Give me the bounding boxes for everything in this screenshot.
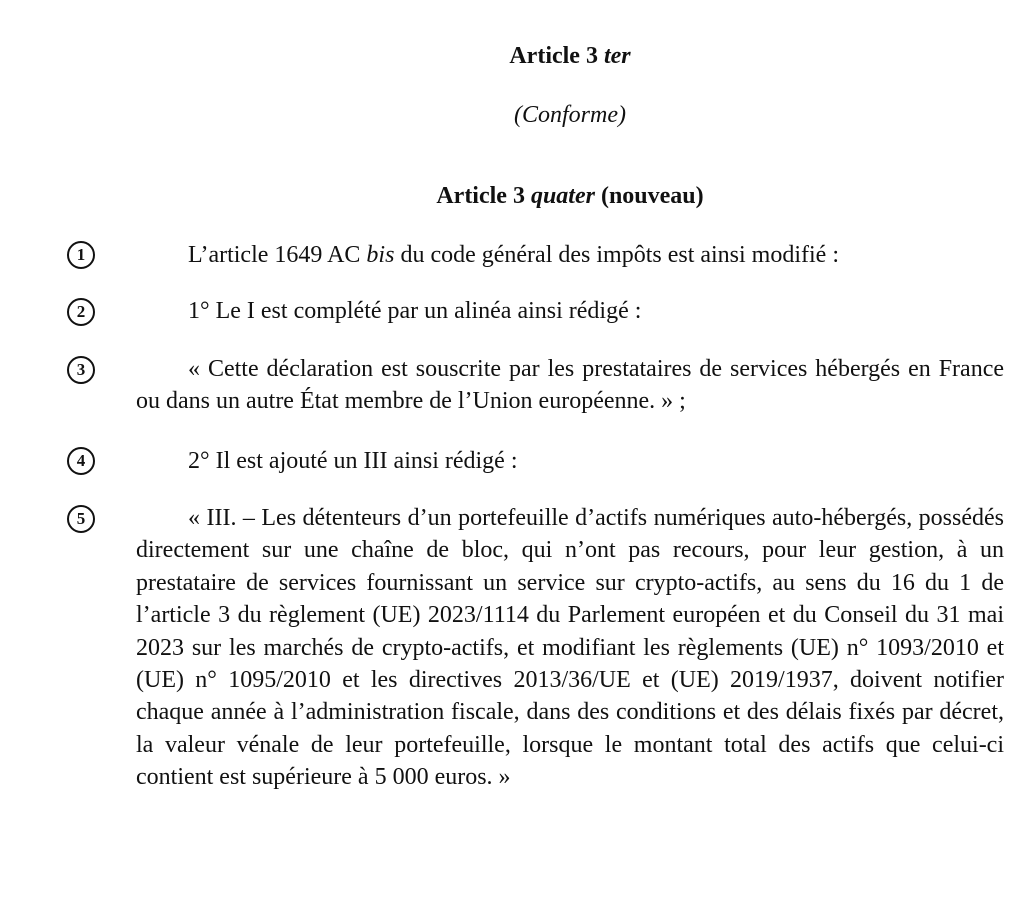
article-3-quater-heading — [136, 181, 1004, 211]
paragraph-text: « III. – Les détenteurs d’un portefeuille d’actifs numériques auto-hébergés, possédés directement sur une chaîne de bloc, qui n’ont pas recours, pour leur gestion, à un prestataire de services fournissant un service sur crypto-actifs, au sens du 16 du 1 de l’article 3 du règlement (UE) 2023/1114 du Parlement européen et du Conseil du 31 mai 2023 sur les marchés de crypto-actifs, et modifiant les règlements (UE) n° 1093/2010 et (UE) n° 1095/2010 et les directives 2013/36/UE et (UE) 2019/1937, doivent notifier chaque année à l’administration fiscale, dans des conditions et des délais fixés par décret, la valeur vénale de leur portefeuille, lorsque le montant total des actifs que celui-ci contient est supérieure à 5 000 euros. » — [136, 505, 1004, 791]
paragraph-number-5: 5 — [67, 505, 95, 533]
paragraph-text: 1° Le I est complété par un alinéa ainsi rédigé : — [188, 298, 642, 324]
paragraph-5 — [136, 502, 1004, 794]
paragraph-4 — [136, 445, 1004, 477]
heading-prefix: Article 3 — [436, 183, 531, 209]
paragraph-emphasis: bis — [366, 242, 395, 268]
heading-suffix: (nouveau) — [594, 183, 704, 209]
heading-emphasis: quater — [530, 183, 595, 209]
paragraph-text: du code général des impôts est ainsi modifié : — [394, 242, 839, 268]
paragraph-number-1: 1 — [67, 241, 95, 269]
heading-prefix: Article 3 — [509, 43, 604, 69]
paragraph-number-4: 4 — [67, 447, 95, 475]
paragraph-number-2: 2 — [67, 298, 95, 326]
paragraph-1 — [136, 239, 1004, 271]
paragraph-number-3: 3 — [67, 356, 95, 384]
paragraph-text: 2° Il est ajouté un III ainsi rédigé : — [188, 448, 518, 474]
heading-emphasis: ter — [603, 43, 631, 69]
paragraph-3 — [136, 353, 1004, 418]
conforme-label: (Conforme) — [514, 102, 626, 128]
article-3-ter-heading — [136, 41, 1004, 71]
paragraph-text: L’article 1649 AC — [188, 242, 367, 268]
paragraph-text: « Cette déclaration est souscrite par les prestataires de services hébergés en France ou dans un autre État membre de l’Union européenne. » ; — [136, 356, 1004, 415]
paragraph-2 — [136, 295, 1004, 327]
